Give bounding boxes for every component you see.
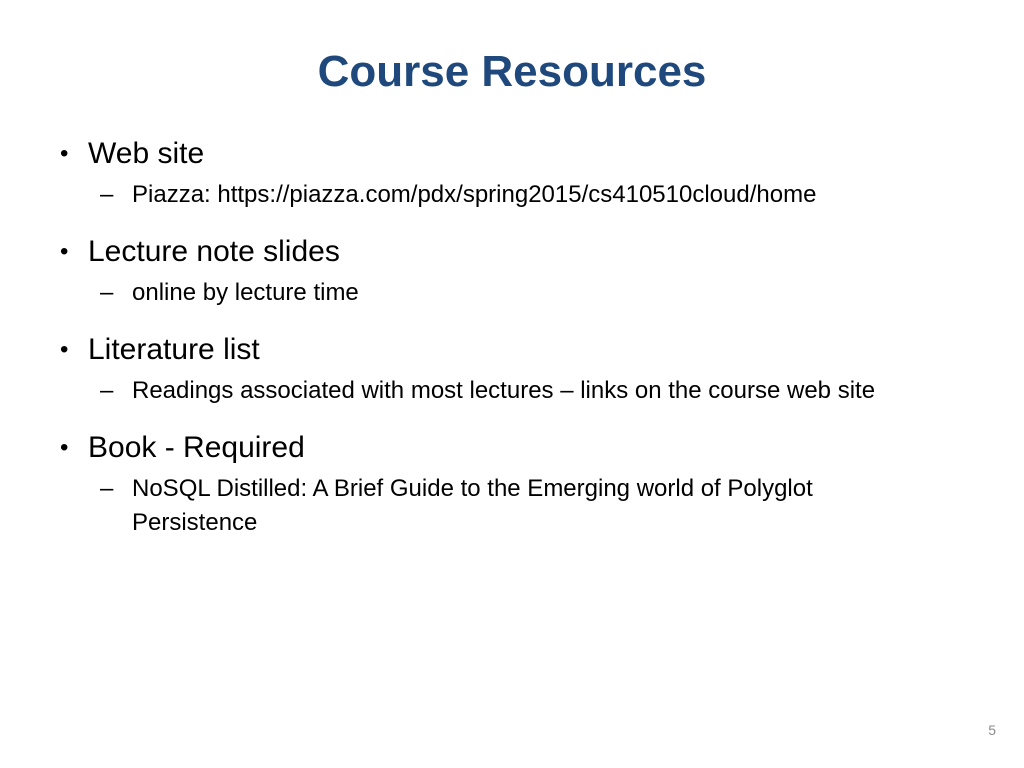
slide-title: Course Resources <box>317 47 707 96</box>
bullet-item <box>56 332 956 368</box>
sub-item-text: NoSQL Distilled: A Brief Guide to the Emerging world of Polyglot Persistence <box>132 475 813 536</box>
page-number: 5 <box>988 722 996 738</box>
sub-item <box>56 276 956 310</box>
bullet-group-web-site <box>56 136 956 212</box>
sub-item-text: online by lecture time <box>132 279 359 306</box>
sub-marker: – <box>100 181 114 208</box>
bullet-item <box>56 430 956 466</box>
bullet-item <box>56 234 956 270</box>
bullet-marker: • <box>60 434 69 461</box>
bullet-label: Book - Required <box>88 431 305 464</box>
bullet-list <box>56 136 956 540</box>
bullet-marker: • <box>60 238 69 265</box>
sub-item <box>56 178 956 212</box>
bullet-group-book <box>56 430 956 540</box>
bullet-group-lecture-notes <box>56 234 956 310</box>
bullet-group-literature <box>56 332 956 408</box>
sub-item <box>56 472 892 540</box>
bullet-label: Lecture note slides <box>88 235 340 268</box>
bullet-item <box>56 136 956 172</box>
sub-marker: – <box>100 475 114 502</box>
bullet-label: Literature list <box>88 333 260 366</box>
sub-item <box>56 374 956 408</box>
sub-marker: – <box>100 279 114 306</box>
bullet-label: Web site <box>88 137 205 170</box>
sub-marker: – <box>100 377 114 404</box>
bullet-marker: • <box>60 336 69 363</box>
sub-item-text: Piazza: https://piazza.com/pdx/spring2015/cs410510cloud/home <box>132 181 817 208</box>
bullet-marker: • <box>60 140 69 167</box>
sub-item-text: Readings associated with most lectures – links on the course web site <box>132 377 876 404</box>
